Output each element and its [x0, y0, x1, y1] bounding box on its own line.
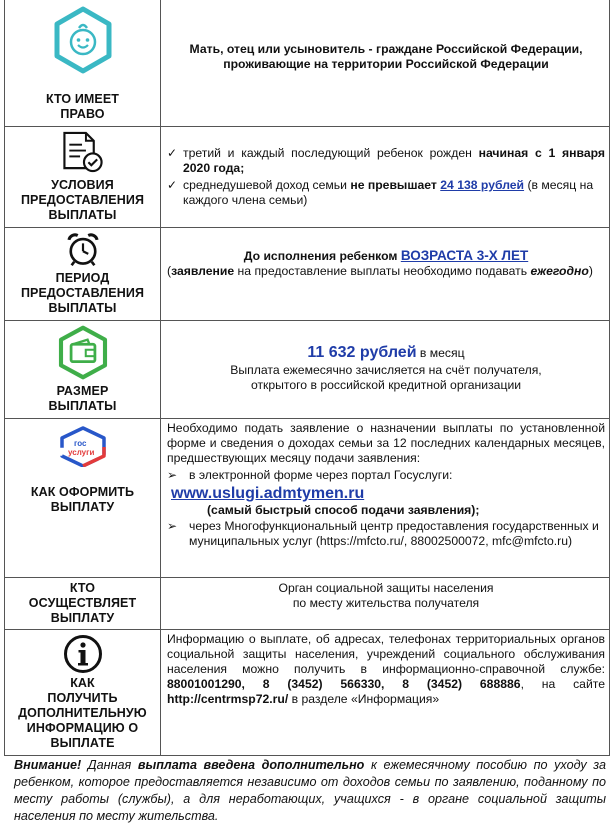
benefit-info-table: [4, 0, 610, 756]
attention-label: Внимание!: [14, 758, 82, 772]
logo-text: гос: [73, 439, 86, 448]
info-site-link[interactable]: http://centrmsp72.ru/: [167, 692, 289, 706]
attention-note: [14, 757, 606, 825]
row-label-line: КТО ИМЕЕТ: [45, 92, 120, 106]
row-label-line: ВЫПЛАТЫ: [48, 399, 117, 413]
row-label-line: КТО: [69, 581, 96, 595]
row-label-line: ИНФОРМАЦИЮ О: [26, 721, 139, 735]
eligibility-text: проживающие на территории Российской Федерации: [223, 57, 549, 71]
row-label-cell: [5, 127, 161, 227]
row-label-line: ВЫПЛАТЕ: [50, 736, 115, 750]
row-label-line: ВЫПЛАТЫ: [48, 301, 117, 315]
row-content-cell: [161, 228, 609, 320]
apply-option-text: через Многофункциональный центр предоставления государственных и муниципальных услуг (https://mfcto.ru/, 88002500072, mfc@mfcto.ru): [189, 519, 599, 548]
row-more-info: [5, 630, 609, 756]
row-label-line: ПРЕДОСТАВЛЕНИЯ: [20, 286, 145, 300]
income-limit-link[interactable]: 24 138 рублей: [440, 178, 525, 192]
row-label-cell: [5, 228, 161, 320]
condition-item: [167, 178, 605, 208]
age-limit-link[interactable]: ВОЗРАСТА 3-Х ЛЕТ: [400, 248, 529, 263]
note-text: к ежемесячному пособию по уходу за ребенком, которое предоставляется независимо от доходов семьи по заявлению, поданному по месту работы (службы), а для неработающих, учащихся - в органе социальной защиты населения по месту жительства.: [14, 758, 607, 823]
apply-option: [167, 519, 605, 549]
period-text: До исполнения ребенком: [243, 249, 401, 263]
row-conditions: [5, 127, 609, 228]
row-label-line: ПРАВО: [60, 107, 105, 121]
row-period: [5, 228, 609, 321]
row-label-line: ПРЕДОСТАВЛЕНИЯ: [20, 193, 145, 207]
condition-item: [167, 146, 605, 176]
row-how-to-apply: [5, 419, 609, 578]
info-text: Информацию о выплате, об адресах, телефонах территориальных органов социальной защиты населения, учреждений социального обслуживания населения можно получить в информационно-справочной службе:: [167, 632, 605, 676]
info-icon: [63, 634, 103, 674]
condition-date: начиная с 1 января 2020 года;: [183, 146, 605, 175]
alarm-clock-icon: [63, 232, 103, 267]
note-bold-text: выплата введена дополнительно: [137, 758, 365, 772]
row-content-cell: [161, 419, 609, 577]
apply-option-text: в электронной форме через портал Госуслуги:: [189, 468, 453, 482]
condition-text: (в месяц на каждого члена семьи): [183, 178, 594, 207]
row-label-line: УСЛОВИЯ: [51, 178, 114, 192]
row-label-cell: [5, 0, 161, 126]
check-mark-icon: ✓: [167, 146, 178, 160]
amount-note: Выплата ежемесячно зачисляется на счёт получателя,: [230, 363, 542, 377]
apply-intro: Необходимо подать заявление о назначении выплаты по установленной форме и сведения о доходах семьи за 12 последних календарных месяцев, предшествующих месяцу подачи заявления:: [167, 421, 605, 465]
row-label-cell: [5, 321, 161, 418]
row-who-has-right: [5, 0, 609, 127]
wallet-icon: [55, 325, 111, 380]
row-label-line: ПЕРИОД: [55, 271, 110, 285]
period-note-text: на предоставление выплаты необходимо подавать: [234, 264, 531, 278]
condition-limit-label: не превышает: [350, 178, 441, 192]
logo-text: услуги: [67, 448, 94, 457]
info-phones: 88001001290, 8 (3452) 566330, 8 (3452) 688886: [167, 677, 521, 691]
row-content-cell: [161, 578, 609, 629]
row-content-cell: [161, 321, 609, 418]
check-mark-icon: ✓: [167, 178, 178, 192]
amount-note: открытого в российской кредитной организации: [250, 378, 522, 392]
row-label-cell: [5, 419, 161, 577]
row-label-line: ДОПОЛНИТЕЛЬНУЮ: [18, 706, 147, 720]
row-label-line: ВЫПЛАТУ: [50, 611, 115, 625]
amount-line: [167, 345, 605, 361]
row-label-line: РАЗМЕР: [56, 384, 109, 398]
document-check-icon: [60, 131, 106, 174]
row-label-line: КАК ОФОРМИТЬ: [30, 485, 135, 499]
row-label-cell: [5, 630, 161, 755]
row-content-cell: [161, 630, 609, 755]
row-label-line: ВЫПЛАТУ: [50, 500, 115, 514]
condition-text: среднедушевой доход семьи: [183, 178, 351, 192]
period-note-bold: заявление: [171, 264, 235, 278]
row-content-cell: [161, 0, 609, 126]
row-content-cell: [161, 127, 609, 227]
note-text: Данная: [81, 758, 138, 772]
baby-face-icon: [52, 6, 114, 74]
period-note-text: ): [588, 264, 593, 278]
payer-text: по месту жительства получателя: [292, 596, 480, 610]
period-note-text: (: [167, 264, 172, 278]
condition-text: третий и каждый последующий ребенок рожден: [183, 146, 479, 160]
row-label-line: КАК: [70, 676, 95, 690]
arrow-bullet-icon: ➢: [167, 468, 178, 482]
apply-option-note: (самый быстрый способ подачи заявления);: [207, 503, 480, 517]
apply-option: [167, 468, 605, 483]
row-label-line: ВЫПЛАТЫ: [48, 208, 117, 222]
gosuslugi-site-link[interactable]: www.uslugi.admtymen.ru: [171, 485, 365, 502]
row-label-cell: [5, 578, 161, 629]
period-line: [167, 248, 605, 264]
amount-sum: 11 632 рублей: [307, 344, 417, 361]
gosuslugi-logo-icon: [58, 425, 108, 467]
period-note: [167, 264, 605, 279]
arrow-bullet-icon: ➢: [167, 519, 178, 533]
row-who-pays: [5, 578, 609, 630]
info-text: , на сайте: [520, 677, 605, 691]
amount-period: в месяц: [416, 346, 465, 360]
eligibility-text: Мать, отец или усыновитель - граждане Российской Федерации,: [189, 42, 583, 56]
row-amount: [5, 321, 609, 419]
row-label-line: ОСУЩЕСТВЛЯЕТ: [28, 596, 137, 610]
payer-text: Орган социальной защиты населения: [278, 581, 494, 595]
row-label-line: ПОЛУЧИТЬ: [47, 691, 118, 705]
info-text: в разделе «Информация»: [288, 692, 440, 706]
period-note-bold: ежегодно: [530, 264, 589, 278]
